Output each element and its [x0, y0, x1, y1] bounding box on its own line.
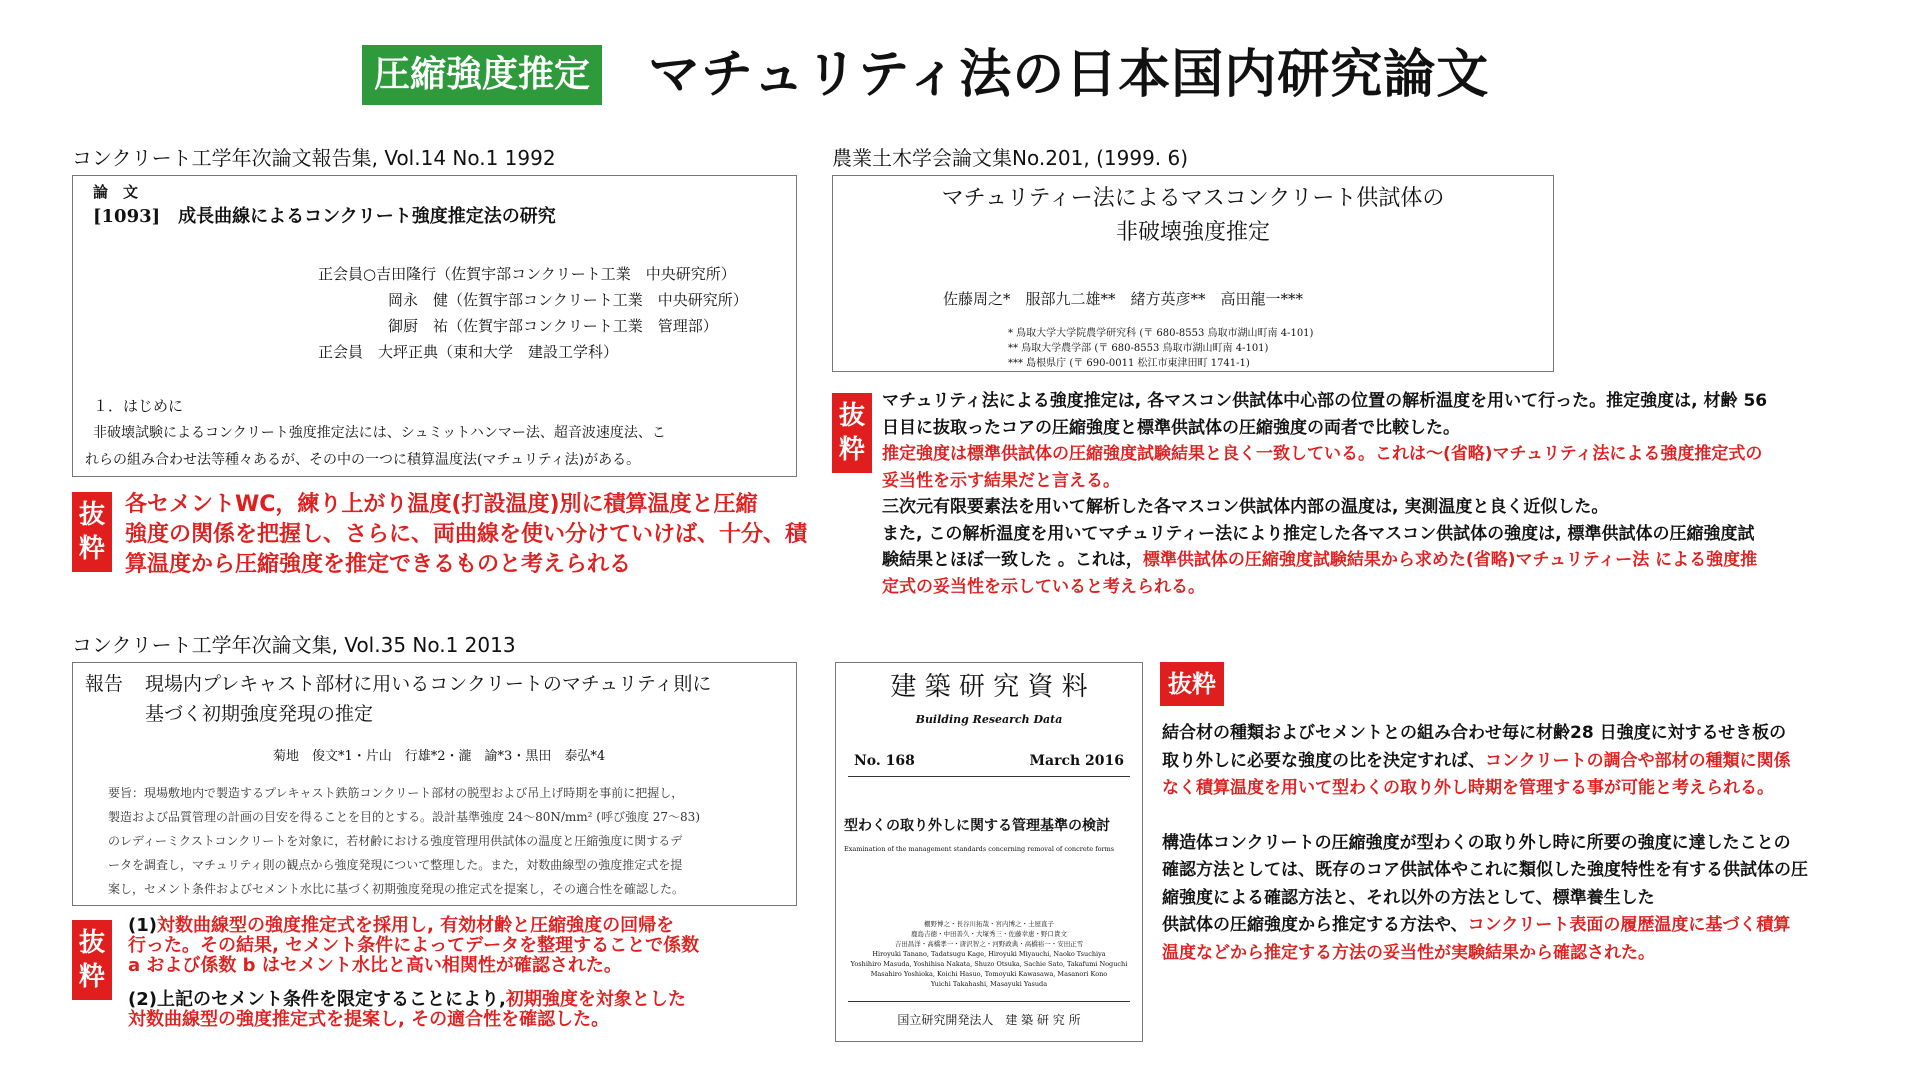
paper-kind: 報告: [85, 673, 124, 695]
cover-divider: [848, 1001, 1130, 1002]
page-title: マチュリティ法の日本国内研究論文: [648, 45, 1490, 105]
excerpt-badge: 抜粋: [832, 393, 872, 473]
cover-subtitle: Building Research Data: [915, 713, 1063, 726]
paper-body-line: れらの組み合わせ法等種々あるが、その中の一つに積算温度法(マチュリティ法)がある。: [85, 452, 641, 468]
cover-english-title: Examination of the management standards concerning removal of concrete forms: [844, 845, 1115, 853]
cover-title: 建 築 研 究 資 料: [890, 672, 1088, 702]
paper-kind: 論 文: [93, 183, 139, 201]
excerpt-text: (1)対数曲線型の強度推定式を採用し, 有効材齢と圧縮強度の回帰を 行った。その結果, セメント条件によってデータを整理することで係数 a および係数 b はセメント水比と高い相関性が確認された。 (2)上記のセメント条件を限定することにより,初期強度を対象とした 対数曲線型の強度推定式を提案し, その適合性を確認した。: [128, 915, 700, 1030]
paper-excerpt-image: [832, 175, 1554, 372]
excerpt-text: 各セメントWC，練り上がり温度(打設温度)別に積算温度と圧縮 強度の関係を把握し、さらに、両曲線を使い分けていけば、十分、積 算温度から圧縮強度を推定できるものと考えられる: [125, 492, 808, 577]
cover-authors: 棚野博之・長谷川拓哉・宮内博之・土屋直子 鹿島吉徳・中田善久・大塚秀三・佐藤幸恵・野口貴文 吉田昌洋・高橋孝一・唐沢智之・河野政典・高橋裕一・安田正雪 Hiroyuki Tanano, Tadatsugu Kage, Hiroyuki Miyauchi, Naoko Tsuchiya Yoshihiro Masuda, Yoshihisa Nakata, Shuzo Otsuka, Sachie Sato, Takafumi Noguchi Masahiro Yoshioka, Koichi Hasuo, Tomoyuki Kawasawa, Masanori Kono Yuichi Takahashi, Masayuki Yasuda: [850, 920, 1128, 988]
cover-main-title: 型わくの取り外しに関する管理基準の検討: [844, 818, 1110, 834]
paper-author: 御厨 祐（佐賀宇部コンクリート工業 管理部）: [388, 317, 718, 335]
paper-title: 現場内プレキャスト部材に用いるコンクリートのマチュリティ則に 基づく初期強度発現の推定: [145, 673, 712, 725]
source-label: コンクリート工学年次論文集, Vol.35 No.1 2013: [72, 633, 516, 657]
excerpt-text: 結合材の種類およびセメントとの組み合わせ毎に材齢28 日強度に対するせき板の 取り外しに必要な強度の比を決定すれば、コンクリートの調合や部材の種類に関係 なく積算温度を用いて型わくの取り外し時期を管理する事が可能と考えられる。 構造体コンクリートの圧縮強度が型わくの取り外し時に所要の強度に達したことの 確認方法としては、既存のコア供試体やこれに類似した強度特性を有する供試体の圧 縮強度による確認方法と、それ以外の方法として、標準養生した 供試体の圧縮強度から推定する方法や、コンクリート表面の履歴温度に基づく積算 温度などから推定する方法の妥当性が実験結果から確認された。: [1162, 723, 1808, 963]
source-label: 農業土木学会論文集No.201, (1999. 6): [832, 146, 1189, 170]
excerpt-badge: 抜粋: [72, 920, 112, 1000]
cover-number: No. 168: [854, 753, 915, 769]
excerpt-badge: 抜粋: [1160, 662, 1224, 706]
excerpt-badge: 抜粋: [72, 492, 112, 572]
paper-abstract: 要旨：現場敷地内で製造するプレキャスト鉄筋コンクリート部材の脱型および吊上げ時期を事前に把握し， 製造および品質管理の計画の目安を得ることを目的とする。設計基準強度 24～80N/mm² (呼び強度 27～83) のレディーミクストコンクリートを対象に，若材齢における強度管理用供試体の温度と圧縮強度に関するデ ータを調査し，マチュリティ則の観点から強度発現について整理した。また，対数曲線型の強度推定式を提 案し，セメント条件およびセメント水比に基づく初期強度発現の推定式を提案し，その適合性を確認した。: [108, 786, 700, 896]
paper-body-line: 非破壊試験によるコンクリート強度推定法には、シュミットハンマー法、超音波速度法、こ: [93, 425, 666, 441]
report-cover-image: [835, 662, 1143, 1042]
paper-author: 正会員 大坪正典（東和大学 建設工学科）: [318, 343, 619, 361]
paper-excerpt-image: [72, 662, 797, 906]
paper-authors: 菊地 俊文*1・片山 行雄*2・瀧 諭*3・黒田 泰弘*4: [273, 749, 606, 764]
paper-title: マチュリティー法によるマスコンクリート供試体の 非破壊強度推定: [941, 186, 1445, 245]
source-label: コンクリート工学年次論文報告集, Vol.14 No.1 1992: [72, 146, 556, 170]
cover-date: March 2016: [1029, 753, 1124, 769]
excerpt-text: マチュリティ法による強度推定は, 各マスコン供試体中心部の位置の解析温度を用いて行った。推定強度は, 材齢 56 日目に抜取ったコアの圧縮強度と標準供試体の圧縮強度の両者で比較した。 推定強度は標準供試体の圧縮強度試験結果と良く一致している。これは～(省略)マチュリティ法による強度推定式の 妥当性を示す結果だと言える。 三次元有限要素法を用いて解析した各マスコン供試体内部の温度は, 実測温度と良く近似した。 また, この解析温度を用いてマチュリティー法により推定した各マスコン供試体の強度は, 標準供試体の圧縮強度試 験結果とほぼ一致した 。これは，標準供試体の圧縮強度試験結果から求めた(省略)マチュリティー法 による強度推 定式の妥当性を示していると考えられる。: [882, 391, 1768, 597]
cover-publisher: 国立研究開発法人 建 築 研 究 所: [897, 1013, 1081, 1027]
cover-divider: [848, 776, 1130, 777]
paper-title: [1093] 成長曲線によるコンクリート強度推定法の研究: [93, 206, 556, 227]
paper-affiliations: * 鳥取大学大学院農学研究科 (〒 680-8553 鳥取市湖山町南 4-101) ** 鳥取大学農学部 (〒 680-8553 鳥取市湖山町南 4-101) *** 島根県庁 (〒 690-0011 松江市東津田町 1741-1): [1008, 328, 1314, 369]
paper-author: 岡永 健（佐賀宇部コンクリート工業 中央研究所）: [388, 291, 748, 309]
paper-author: 正会員○吉田隆行（佐賀宇部コンクリート工業 中央研究所）: [318, 265, 736, 283]
paper-excerpt-image: [72, 175, 797, 477]
paper-authors: 佐藤周之* 服部九二雄** 緒方英彦** 高田龍一***: [943, 290, 1304, 308]
category-badge: 圧縮強度推定: [362, 45, 602, 105]
paper-heading: １．はじめに: [93, 397, 184, 415]
